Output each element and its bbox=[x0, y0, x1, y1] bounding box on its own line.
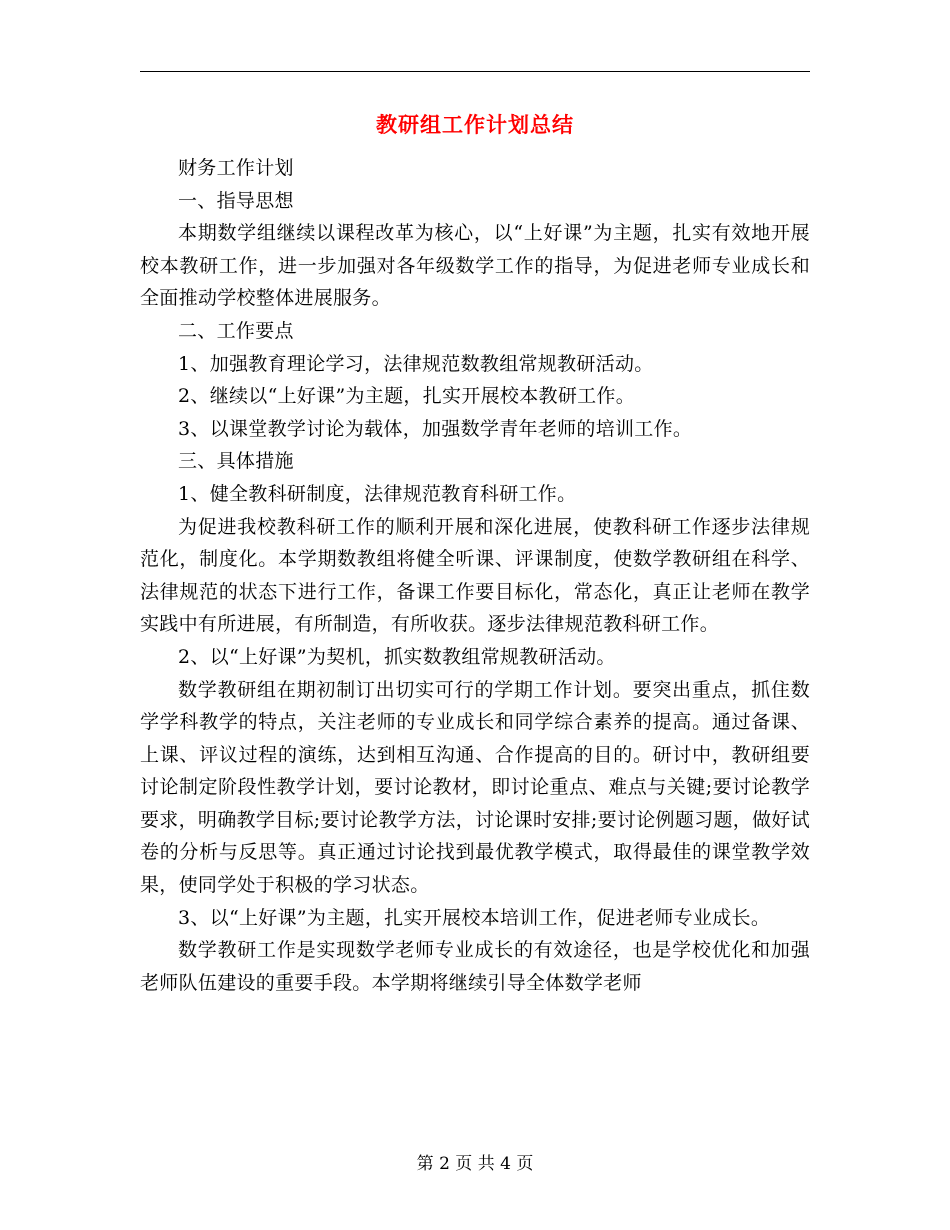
header-rule bbox=[140, 71, 810, 72]
list-item: 3、以“上好课”为主题，扎实开展校本培训工作，促进老师专业成长。 bbox=[178, 906, 771, 929]
list-item: 1、健全教科研制度，法律规范教育科研工作。 bbox=[178, 482, 577, 505]
paragraph: 为促进我校教科研工作的顺利开展和深化进展，使教科研工作逐步法律规范化，制度化。本学期数教组将健全听课、评课制度，使数学教研组在科学、法律规范的状态下进行工作，备课工作要目标化，常态化，真正让老师在教学实践中有所进展，有所制造，有所收获。逐步法律规范教科研工作。 bbox=[140, 515, 810, 636]
page-footer: 第 2 页 共 4 页 bbox=[416, 1154, 534, 1174]
heading-work-points: 二、工作要点 bbox=[178, 319, 294, 342]
list-item: 2、以“上好课”为契机，抓实数教组常规教研活动。 bbox=[178, 645, 616, 668]
document-title: 教研组工作计划总结 bbox=[376, 113, 574, 137]
paragraph-subtitle: 财务工作计划 bbox=[178, 157, 294, 179]
paragraph: 本期数学组继续以课程改革为核心，以“上好课”为主题，扎实有效地开展校本教研工作，进一步加强对各年级数学工作的指导，为促进老师专业成长和全面推动学校整体进展服务。 bbox=[140, 222, 810, 310]
heading-guiding-ideology: 一、指导思想 bbox=[178, 189, 294, 212]
list-item: 1、加强教育理论学习，法律规范数教组常规教研活动。 bbox=[178, 352, 654, 375]
heading-specific-measures: 三、具体措施 bbox=[178, 450, 294, 473]
list-item: 2、继续以“上好课”为主题，扎实开展校本教研工作。 bbox=[178, 385, 636, 408]
list-item: 3、以课堂教学讨论为载体，加强数学青年老师的培训工作。 bbox=[178, 417, 693, 440]
paragraph: 数学教研组在期初制订出切实可行的学期工作计划。要突出重点，抓住数学学科教学的特点，关注老师的专业成长和同学综合素养的提高。通过备课、上课、评议过程的演练，达到相互沟通、合作提高的目的。研讨中，教研组要讨论制定阶段性教学计划，要讨论教材，即讨论重点、难点与关键;要讨论教学要求，明确教学目标;要讨论教学方法，讨论课时安排;要讨论例题习题，做好试卷的分析与反思等。真正通过讨论找到最优教学模式，取得最佳的课堂教学效果，使同学处于积极的学习状态。 bbox=[140, 678, 810, 897]
document-body bbox=[140, 152, 810, 999]
paragraph: 数学教研工作是实现数学老师专业成长的有效途径，也是学校优化和加强老师队伍建设的重要手段。本学期将继续引导全体数学老师 bbox=[140, 939, 810, 994]
